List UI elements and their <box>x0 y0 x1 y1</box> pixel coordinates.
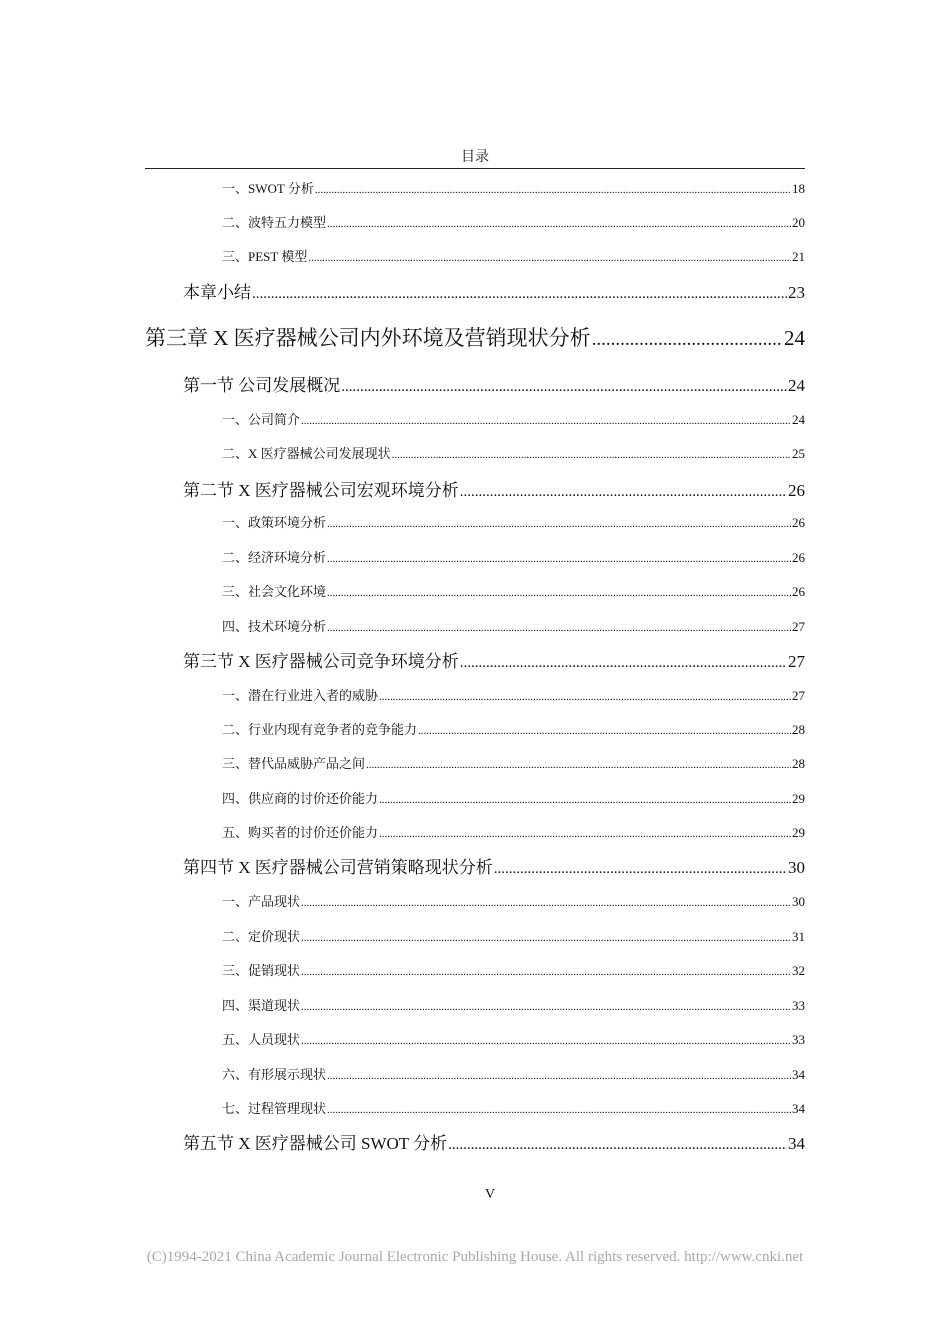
toc-entry-page: 26 <box>792 584 805 599</box>
toc-subsection-entry[interactable] <box>145 995 805 1014</box>
toc-entry-label: 五、购买者的讨价还价能力 <box>222 825 379 840</box>
toc-dot-leader <box>327 587 791 599</box>
toc-entry-page: 28 <box>792 756 805 771</box>
toc-section-entry[interactable] <box>145 278 805 303</box>
toc-subsection-entry[interactable] <box>145 512 805 531</box>
toc-entry-label: 二、行业内现有竞争者的竞争能力 <box>222 722 418 737</box>
toc-entry-page: 23 <box>788 283 805 302</box>
toc-entry-label: 四、供应商的讨价还价能力 <box>222 791 379 806</box>
toc-header-title: 目录 <box>461 150 489 165</box>
toc-subsection-entry[interactable] <box>145 246 805 265</box>
toc-subsection-entry[interactable] <box>145 891 805 910</box>
toc-dot-leader <box>301 932 791 944</box>
toc-entry-label: 一、政策环境分析 <box>222 515 327 530</box>
toc-entry-label: 三、替代品威胁产品之间 <box>222 756 366 771</box>
toc-entry-label: 第四节 X 医疗器械公司营销策略现状分析 <box>183 858 493 877</box>
toc-entry-label: 一、SWOT 分析 <box>222 181 314 196</box>
toc-entry-label: 七、过程管理现状 <box>222 1101 327 1116</box>
toc-entry-page: 18 <box>792 181 805 196</box>
toc-entry-label: 第一节 公司发展概况 <box>183 376 341 395</box>
toc-dot-leader <box>366 759 791 771</box>
toc-subsection-entry[interactable] <box>145 1029 805 1048</box>
toc-dot-leader <box>379 794 791 806</box>
toc-entry-page: 31 <box>792 929 805 944</box>
toc-section-entry[interactable] <box>145 371 805 396</box>
toc-dot-leader <box>327 622 791 634</box>
toc-subsection-entry[interactable] <box>145 212 805 231</box>
toc-entry-page: 29 <box>792 791 805 806</box>
toc-entry-page: 27 <box>792 619 805 634</box>
toc-entry-page: 34 <box>792 1067 805 1082</box>
toc-entry-label: 四、技术环境分析 <box>222 619 327 634</box>
toc-subsection-entry[interactable] <box>145 547 805 566</box>
toc-dot-leader <box>392 449 791 461</box>
toc-entry-page: 26 <box>788 481 805 500</box>
toc-section-entry[interactable] <box>145 853 805 878</box>
toc-entry-page: 24 <box>788 376 805 395</box>
toc-entry-page: 26 <box>792 550 805 565</box>
toc-entry-page: 27 <box>792 688 805 703</box>
toc-subsection-entry[interactable] <box>145 788 805 807</box>
toc-dot-leader <box>327 1104 791 1116</box>
toc-dot-leader <box>448 1137 787 1154</box>
toc-dot-leader <box>379 691 791 703</box>
toc-subsection-entry[interactable] <box>145 926 805 945</box>
toc-entry-page: 21 <box>792 249 805 264</box>
toc-entry-label: 二、X 医疗器械公司发展现状 <box>222 446 391 461</box>
toc-dot-leader <box>327 518 791 530</box>
toc-entry-page: 30 <box>792 894 805 909</box>
toc-entry-label: 三、促销现状 <box>222 963 301 978</box>
toc-entry-page: 33 <box>792 998 805 1013</box>
toc-entry-label: 第五节 X 医疗器械公司 SWOT 分析 <box>183 1134 448 1153</box>
toc-dot-leader <box>379 828 791 840</box>
toc-subsection-entry[interactable] <box>145 409 805 428</box>
toc-chapter-entry[interactable] <box>145 322 805 352</box>
toc-dot-leader <box>301 966 791 978</box>
toc-entry-page: 24 <box>784 326 805 350</box>
toc-entry-label: 四、渠道现状 <box>222 998 301 1013</box>
toc-entry-page: 34 <box>792 1101 805 1116</box>
toc-entry-page: 24 <box>792 412 805 427</box>
toc-dot-leader <box>460 484 787 501</box>
copyright-footer: (C)1994-2021 China Academic Journal Electronic Publishing House. All rights reserved. http://www.cnki.net <box>146 1249 804 1265</box>
toc-subsection-entry[interactable] <box>145 685 805 704</box>
toc-entry-page: 34 <box>788 1134 805 1153</box>
toc-entry-page: 27 <box>788 652 805 671</box>
toc-section-entry[interactable] <box>145 476 805 501</box>
toc-subsection-entry[interactable] <box>145 719 805 738</box>
toc-dot-leader <box>341 379 787 396</box>
toc-entry-label: 三、社会文化环境 <box>222 584 327 599</box>
toc-dot-leader <box>315 184 791 196</box>
toc-subsection-entry[interactable] <box>145 1064 805 1083</box>
toc-subsection-entry[interactable] <box>145 581 805 600</box>
toc-section-entry[interactable] <box>145 1129 805 1154</box>
toc-subsection-entry[interactable] <box>145 960 805 979</box>
toc-entry-label: 五、人员现状 <box>222 1032 301 1047</box>
toc-dot-leader <box>592 329 783 351</box>
toc-entry-page: 25 <box>792 446 805 461</box>
toc-entry-label: 三、PEST 模型 <box>222 249 308 264</box>
toc-subsection-entry[interactable] <box>145 443 805 462</box>
toc-entry-label: 一、潜在行业进入者的威胁 <box>222 688 379 703</box>
toc-entry-label: 二、定价现状 <box>222 929 301 944</box>
toc-dot-leader <box>308 252 791 264</box>
toc-dot-leader <box>418 725 791 737</box>
toc-entry-label: 六、有形展示现状 <box>222 1067 327 1082</box>
header-divider <box>145 168 805 169</box>
toc-entry-page: 29 <box>792 825 805 840</box>
toc-dot-leader <box>327 553 791 565</box>
toc-entry-label: 一、产品现状 <box>222 894 301 909</box>
page-number: V <box>484 1187 496 1202</box>
toc-entry-label: 第三章 X 医疗器械公司内外环境及营销现状分析 <box>145 326 591 350</box>
toc-subsection-entry[interactable] <box>145 616 805 635</box>
toc-entry-label: 一、公司简介 <box>222 412 301 427</box>
toc-entry-page: 33 <box>792 1032 805 1047</box>
toc-dot-leader <box>327 1070 791 1082</box>
toc-entry-page: 30 <box>788 858 805 877</box>
toc-entry-page: 28 <box>792 722 805 737</box>
toc-dot-leader <box>301 1035 791 1047</box>
toc-entry-label: 二、经济环境分析 <box>222 550 327 565</box>
toc-dot-leader <box>494 861 787 878</box>
toc-entry-label: 本章小结 <box>183 283 251 302</box>
toc-dot-leader <box>327 218 791 230</box>
toc-entry-label: 二、波特五力模型 <box>222 215 327 230</box>
toc-subsection-entry[interactable] <box>145 178 805 197</box>
toc-section-entry[interactable] <box>145 647 805 672</box>
toc-entry-page: 20 <box>792 215 805 230</box>
toc-dot-leader <box>301 1001 791 1013</box>
toc-entry-page: 32 <box>792 963 805 978</box>
toc-subsection-entry[interactable] <box>145 822 805 841</box>
toc-subsection-entry[interactable] <box>145 1098 805 1117</box>
toc-subsection-entry[interactable] <box>145 753 805 772</box>
toc-entry-label: 第三节 X 医疗器械公司竞争环境分析 <box>183 652 459 671</box>
toc-dot-leader <box>460 655 787 672</box>
toc-dot-leader <box>252 286 787 303</box>
toc-dot-leader <box>301 415 791 427</box>
toc-dot-leader <box>301 897 791 909</box>
toc-entry-page: 26 <box>792 515 805 530</box>
toc-entry-label: 第二节 X 医疗器械公司宏观环境分析 <box>183 481 459 500</box>
